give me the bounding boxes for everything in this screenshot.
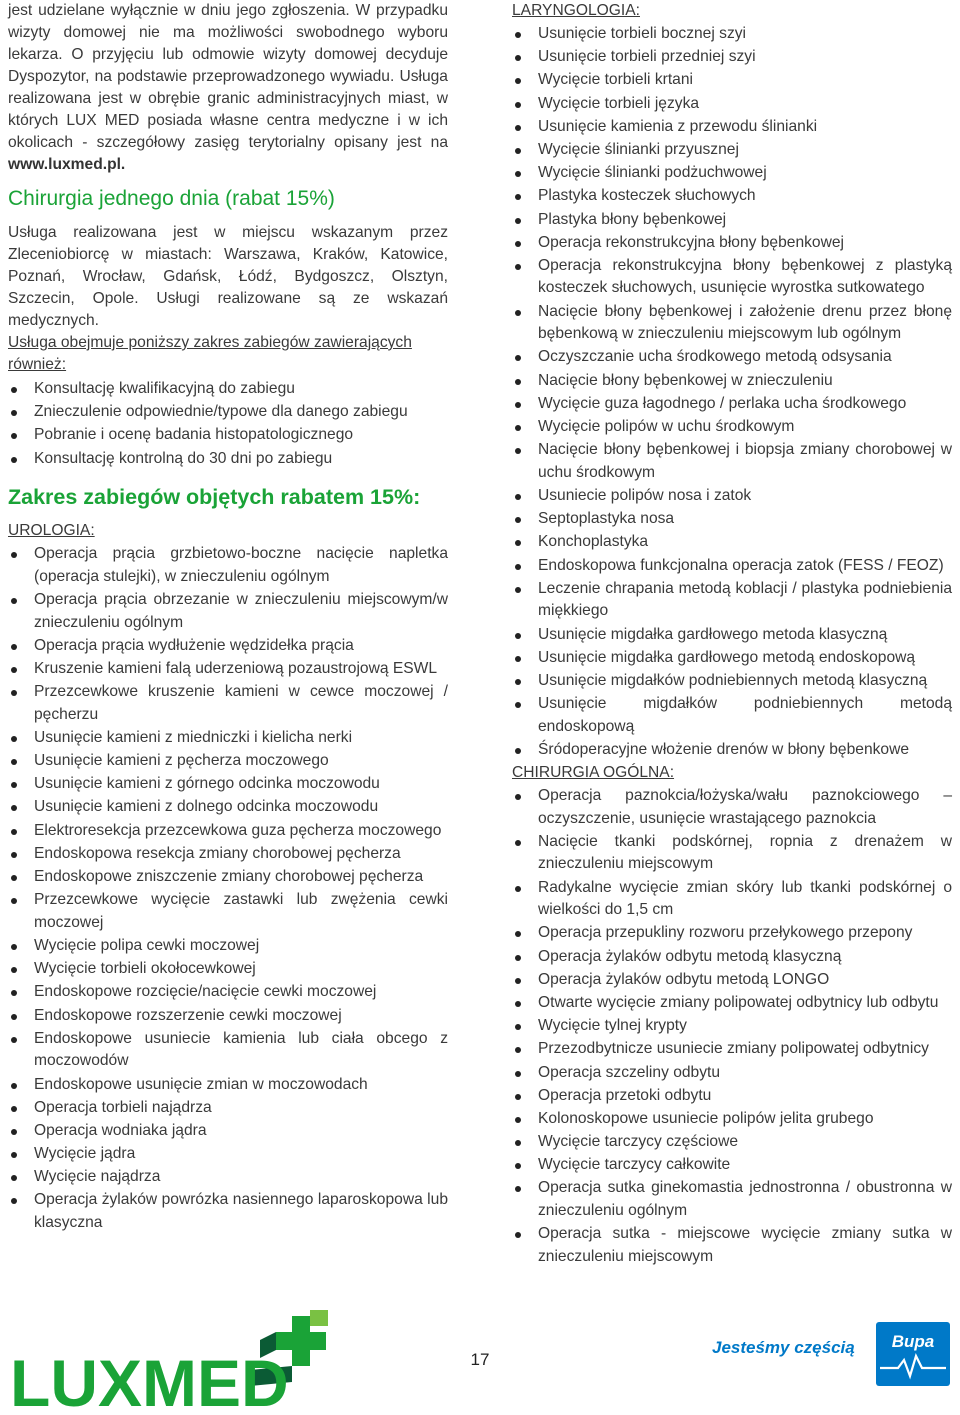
list-item: Wycięcie najądrza [8,1166,448,1189]
list-item: Plastyka błony bębenkowej [512,209,952,232]
list-item: Operacja sutka ginekomastia jednostronna / obustronna w znieczuleniu ogólnym [512,1177,952,1222]
list-item: Plastyka kosteczek słuchowych [512,185,952,208]
right-column [512,0,952,1269]
list-item: Nacięcie błony bębenkowej i biopsja zmiany chorobowej w uchu środkowym [512,439,952,484]
list-item: Wycięcie tarczycy częściowe [512,1131,952,1154]
list-item: Operacja żylaków powrózka nasiennego laparoskopowa lub klasyczna [8,1189,448,1234]
list-item: Usunięcie migdałków podniebiennych metodą endoskopową [512,693,952,738]
list-item: Operacja sutka - miejscowe wycięcie zmiany sutka w znieczuleniu miejscowym [512,1223,952,1268]
page-footer [0,1300,960,1414]
list-item: Wycięcie torbieli okołocewkowej [8,958,448,981]
list-item: Konsultację kwalifikacyjną do zabiegu [8,378,448,401]
list-item: Usunięcie migdałka gardłowego metodą endoskopową [512,647,952,670]
list-item: Usunięcie kamieni z pęcherza moczowego [8,750,448,773]
list-item: Wycięcie guza łagodnego / perlaka ucha środkowego [512,393,952,416]
urology-label: UROLOGIA: [8,522,95,540]
section-title-one-day-surgery: Chirurgia jednego dnia (rabat 15%) [8,187,335,210]
list-item: Septoplastyka nosa [512,508,952,531]
list-item: Wycięcie ślinianki podżuchwowej [512,162,952,185]
luxmed-logo-graphic [10,1310,340,1410]
bupa-logo-text: Bupa [891,1332,935,1351]
bupa-slogan: Jesteśmy częścią [712,1338,855,1357]
list-item: Operacja przepukliny rozworu przełykowego przepony [512,922,952,945]
list-item: Wycięcie polipa cewki moczowej [8,935,448,958]
list-item: Endoskopowe usuniecie kamienia lub ciała obcego z moczowodów [8,1028,448,1073]
list-item: Kolonoskopowe usuniecie polipów jelita grubego [512,1108,952,1131]
list-item: Operacja żylaków odbytu metodą klasyczną [512,946,952,969]
section-title-discount-scope: Zakres zabiegów objętych rabatem 15%: [8,485,421,510]
page-number: 17 [470,1350,490,1369]
list-item: Przezodbytnicze usuniecie zmiany polipowatej odbytnicy [512,1038,952,1061]
intro-paragraph [8,0,448,176]
list-item: Usunięcie kamieni z dolnego odcinka moczowodu [8,796,448,819]
list-item: Znieczulenie odpowiednie/typowe dla danego zabiegu [8,401,448,424]
list-item: Leczenie chrapania metodą koblacji / plastyka podniebienia miękkiego [512,578,952,623]
urology-list [8,543,448,1234]
scope-list [8,378,448,470]
list-item: Endoskopowa resekcja zmiany chorobowej pęcherza [8,843,448,866]
list-item: Endoskopowe rozcięcie/nacięcie cewki moczowej [8,981,448,1004]
list-item: Wycięcie jądra [8,1143,448,1166]
one-day-surgery-paragraph: Usługa realizowana jest w miejscu wskazanym przez Zleceniobiorcę w miastach: Warszawa, Kraków, Katowice, Poznań, Wrocław, Gdańsk, Łódź, Bydgoszcz, Olsztyn, Szczecin, Opole. Usługi realizowane są ze wskazań medycznych. [8,224,448,329]
intro-paragraph-text: jest udzielane wyłącznie w dniu jego zgłoszenia. W przypadku wizyty domowej nie ma możliwości swobodnego wyboru lekarza. O przyjęciu lub odmowie wizyty domowej decyduje Dyspozytor, na podstawie przeprowadzonego wywiadu. Usługa realizowana jest w obrębie granic administracyjnych miast, w których LUX MED posiada własne centra medyczne i w ich okolicach - szczegółowy zasięg terytorialny opisany jest na [8,2,448,151]
list-item: Usunięcie kamieni z górnego odcinka moczowodu [8,773,448,796]
list-item: Wycięcie ślinianki przyusznej [512,139,952,162]
list-item: Nacięcie błony bębenkowej i założenie drenu przez błonę bębenkową w znieczuleniu miejscowym lub ogólnym [512,301,952,346]
list-item: Wycięcie tylnej krypty [512,1015,952,1038]
luxmed-logo-text: LUXMED [10,1346,289,1410]
luxmed-website-link[interactable]: www.luxmed.pl. [8,156,126,173]
list-item: Operacja rekonstrukcyjna błony bębenkowej z plastyką kosteczek słuchowych, usunięcie wyrostka sutkowatego [512,255,952,300]
left-column [8,0,448,1235]
list-item: Operacja prącia grzbietowo-boczne nacięcie napletka (operacja stulejki), w znieczuleniu ogólnym [8,543,448,588]
list-item: Przezcewkowe kruszenie kamieni w cewce moczowej / pęcherzu [8,681,448,726]
list-item: Przezcewkowe wycięcie zastawki lub zwężenia cewki moczowej [8,889,448,934]
list-item: Usunięcie kamieni z miedniczki i kielicha nerki [8,727,448,750]
list-item: Usuniecie polipów nosa i zatok [512,485,952,508]
list-item: Operacja żylaków odbytu metodą LONGO [512,969,952,992]
list-item: Oczyszczanie ucha środkowego metodą odsysania [512,346,952,369]
list-item: Operacja prącia wydłużenie wędzidełka prącia [8,635,448,658]
scope-label: Usługa obejmuje poniższy zakres zabiegów zawierających również: [8,334,412,373]
list-item: Usunięcie migdałka gardłowego metoda klasyczną [512,624,952,647]
list-item: Usunięcie kamienia z przewodu ślinianki [512,116,952,139]
list-item: Operacja paznokcia/łożyska/wału paznokciowego – oczyszczenie, usunięcie wrastającego paznokcia [512,785,952,830]
list-item: Usunięcie migdałków podniebiennych metodą klasyczną [512,670,952,693]
list-item: Śródoperacyjne włożenie drenów w błony bębenkowe [512,739,952,762]
list-item: Operacja rekonstrukcyjna błony bębenkowej [512,232,952,255]
list-item: Endoskopowe rozszerzenie cewki moczowej [8,1005,448,1028]
list-item: Konchoplastyka [512,531,952,554]
list-item: Kruszenie kamieni falą uderzeniową pozaustrojową ESWL [8,658,448,681]
list-item: Radykalne wycięcie zmian skóry lub tkanki podskórnej o wielkości do 1,5 cm [512,877,952,922]
list-item: Operacja torbieli najądrza [8,1097,448,1120]
list-item: Wycięcie torbieli krtani [512,69,952,92]
list-item: Otwarte wycięcie zmiany polipowatej odbytnicy lub odbytu [512,992,952,1015]
list-item: Usunięcie torbieli przedniej szyi [512,46,952,69]
general-surgery-label: CHIRURGIA OGÓLNA: [512,764,675,782]
list-item: Wycięcie tarczycy całkowite [512,1154,952,1177]
list-item: Pobranie i ocenę badania histopatologicznego [8,424,448,447]
list-item: Nacięcie tkanki podskórnej, ropnia z drenażem w znieczuleniu miejscowym [512,831,952,876]
laryngology-label: LARYNGOLOGIA: [512,2,640,19]
laryngology-list [512,23,952,761]
list-item: Elektroresekcja przezcewkowa guza pęcherza moczowego [8,820,448,843]
list-item: Operacja przetoki odbytu [512,1085,952,1108]
list-item: Operacja wodniaka jądra [8,1120,448,1143]
heartbeat-icon [876,1322,950,1386]
list-item: Operacja szczeliny odbytu [512,1062,952,1085]
luxmed-logo [10,1310,340,1410]
list-item: Endoskopowe zniszczenie zmiany chorobowej pęcherza [8,866,448,889]
list-item: Usunięcie torbieli bocznej szyi [512,23,952,46]
list-item: Operacja prącia obrzezanie w znieczuleniu miejscowym/w znieczuleniu ogólnym [8,589,448,634]
list-item: Konsultację kontrolną do 30 dni po zabiegu [8,448,448,471]
list-item: Nacięcie błony bębenkowej w znieczuleniu [512,370,952,393]
list-item: Wycięcie torbieli języka [512,93,952,116]
list-item: Endoskopowa funkcjonalna operacja zatok (FESS / FEOZ) [512,555,952,578]
list-item: Endoskopowe usunięcie zmian w moczowodach [8,1074,448,1097]
general-surgery-list [512,785,952,1268]
list-item: Wycięcie polipów w uchu środkowym [512,416,952,439]
bupa-logo [876,1322,950,1386]
